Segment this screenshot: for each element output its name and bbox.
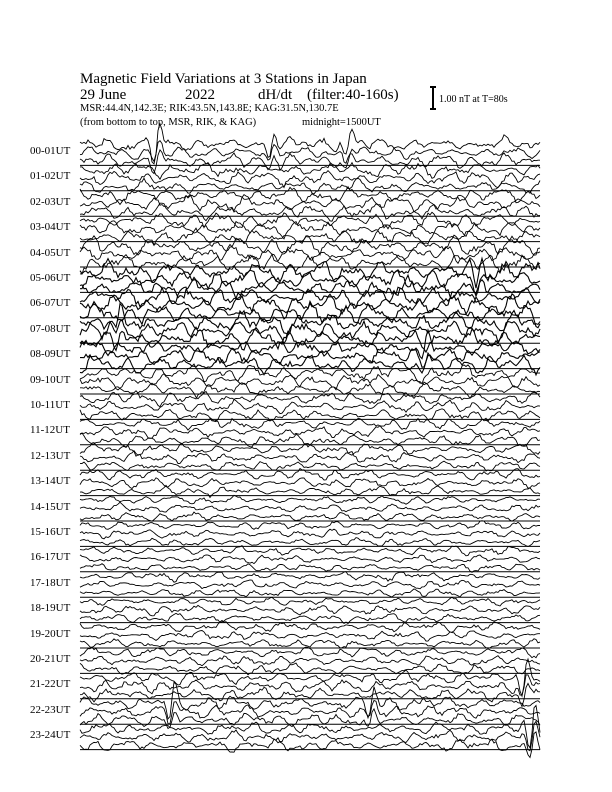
- row-label: 09-10UT: [30, 373, 71, 386]
- trace-rik-09-10ut: [80, 374, 540, 390]
- station-coordinates: MSR:44.4N,142.3E; RIK:43.5N,143.8E; KAG:31.5N,130.7E: [80, 103, 339, 114]
- trace-rik-20-21ut: [80, 656, 540, 666]
- trace-rik-19-20ut: [80, 631, 540, 642]
- station-order-note: (from bottom to top, MSR, RIK, & KAG): [80, 117, 257, 128]
- row-label: 05-06UT: [30, 272, 71, 284]
- row-label: 02-03UT: [30, 195, 71, 208]
- trace-msr-09-10ut: [80, 382, 540, 399]
- trace-msr-06-07ut: [80, 301, 540, 327]
- trace-kag-06-07ut: [80, 287, 540, 308]
- row-label: 13-14UT: [30, 475, 71, 488]
- row-label: 03-04UT: [30, 221, 71, 234]
- trace-rik-18-19ut: [80, 605, 540, 615]
- row-label: 18-19UT: [30, 602, 71, 615]
- trace-rik-02-03ut: [80, 194, 540, 212]
- chart-title: Magnetic Field Variations at 3 Stations in Japan: [80, 71, 367, 87]
- trace-msr-16-17ut: [80, 564, 540, 573]
- trace-msr-23-24ut: [80, 732, 540, 758]
- row-label: 17-18UT: [30, 576, 71, 589]
- trace-msr-03-04ut: [80, 228, 540, 245]
- trace-kag-04-05ut: [80, 235, 540, 255]
- row-label: 01-02UT: [30, 170, 71, 183]
- midnight-note: midnight=1500UT: [302, 117, 381, 128]
- trace-msr-14-15ut: [80, 512, 540, 521]
- row-label: 14-15UT: [30, 500, 71, 513]
- trace-msr-21-22ut: [80, 683, 540, 706]
- row-label: 10-11UT: [30, 399, 70, 411]
- row-label: 12-13UT: [30, 449, 71, 462]
- trace-rik-17-18ut: [80, 580, 540, 589]
- trace-kag-09-10ut: [80, 364, 540, 384]
- row-label: 21-22UT: [30, 678, 71, 691]
- row-label: 00-01UT: [30, 145, 71, 157]
- trace-rik-04-05ut: [80, 245, 540, 264]
- date-year: 2022: [185, 87, 215, 103]
- trace-kag-20-21ut: [80, 647, 540, 658]
- trace-kag-15-16ut: [80, 521, 540, 530]
- trace-kag-17-18ut: [80, 572, 540, 583]
- row-label: 04-05UT: [30, 246, 71, 259]
- date-day: 29 June: [80, 87, 127, 103]
- row-label: 06-07UT: [30, 297, 71, 310]
- trace-kag-16-17ut: [80, 546, 540, 556]
- trace-msr-12-13ut: [80, 461, 540, 471]
- trace-msr-18-19ut: [80, 613, 540, 623]
- row-label: 20-21UT: [30, 653, 71, 665]
- row-label: 23-24UT: [30, 729, 71, 742]
- trace-msr-01-02ut: [80, 178, 540, 194]
- row-label: 19-20UT: [30, 627, 71, 640]
- trace-msr-02-03ut: [80, 203, 540, 221]
- scale-label: 1.00 nT at T=80s: [439, 94, 508, 105]
- trace-rik-06-07ut: [80, 294, 540, 319]
- row-label: 16-17UT: [30, 551, 71, 564]
- trace-msr-15-16ut: [80, 538, 540, 547]
- trace-rik-14-15ut: [80, 502, 540, 512]
- quantity-label: dH/dt: [258, 87, 293, 103]
- trace-rik-12-13ut: [80, 451, 540, 464]
- trace-msr-17-18ut: [80, 589, 540, 597]
- trace-rik-11-12ut: [80, 426, 540, 439]
- row-label: 22-23UT: [30, 703, 71, 716]
- row-label: 08-09UT: [30, 348, 71, 361]
- row-label: 11-12UT: [30, 424, 70, 437]
- trace-kag-03-04ut: [80, 212, 540, 228]
- trace-kag-11-12ut: [80, 418, 540, 430]
- trace-msr-19-20ut: [80, 639, 540, 648]
- trace-msr-00-01ut: [80, 150, 540, 174]
- filter-label: (filter:40-160s): [307, 87, 399, 103]
- trace-rik-22-23ut: [80, 701, 540, 724]
- trace-rik-15-16ut: [80, 529, 540, 539]
- trace-kag-18-19ut: [80, 597, 540, 606]
- trace-rik-16-17ut: [80, 555, 540, 564]
- trace-rik-07-08ut: [80, 320, 540, 344]
- row-label: 07-08UT: [30, 322, 71, 335]
- trace-kag-14-15ut: [80, 495, 540, 504]
- row-label: 15-16UT: [30, 526, 71, 538]
- trace-rik-10-11ut: [80, 399, 540, 413]
